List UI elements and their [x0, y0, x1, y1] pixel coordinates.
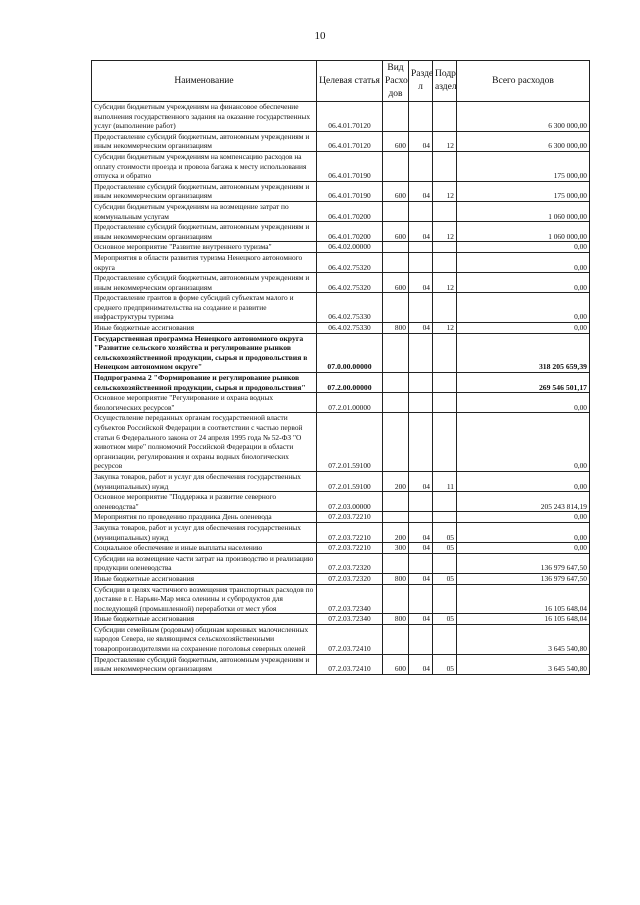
cell-subsection [433, 201, 457, 221]
cell-name: Осуществление переданных органам государственной власти субъектов Российской Федерации в соответствии с частью первой статьи 6 Федерального закона от 24 апреля 1995 года № 52-ФЗ "О животном мире" полномочий Российской Федерации в области организации, регулирования и охраны водных биологических ресурсов [92, 413, 317, 472]
cell-section: 04 [409, 131, 433, 151]
cell-total: 0,00 [457, 393, 590, 413]
cell-subsection: 12 [433, 181, 457, 201]
table-row [92, 413, 590, 472]
cell-section [409, 512, 433, 523]
cell-section: 04 [409, 323, 433, 334]
cell-total: 0,00 [457, 323, 590, 334]
cell-name: Подпрограмма 2 "Формирование и регулирование рынков сельскохозяйственной продукции, сырья и продовольствия" [92, 373, 317, 393]
cell-subsection [433, 584, 457, 614]
cell-total: 0,00 [457, 293, 590, 323]
cell-target: 06.4.02.00000 [317, 242, 383, 253]
cell-total: 0,00 [457, 471, 590, 491]
cell-name: Основное мероприятие "Регулирование и охрана водных биологических ресурсов" [92, 393, 317, 413]
cell-section [409, 333, 433, 372]
cell-total: 0,00 [457, 512, 590, 523]
cell-target: 06.4.01.70120 [317, 102, 383, 132]
cell-name: Субсидии семейным (родовым) общинам коренных малочисленных народов Севера, не являющимся сельскохозяйственными товаропроизводителями на сохранение поголовья северных оленей [92, 624, 317, 654]
table-row [92, 242, 590, 253]
cell-type [383, 492, 409, 512]
cell-type [383, 624, 409, 654]
cell-subsection: 05 [433, 614, 457, 625]
cell-total: 0,00 [457, 413, 590, 472]
cell-name: Основное мероприятие "Поддержка и развитие северного оленеводства" [92, 492, 317, 512]
cell-subsection [433, 393, 457, 413]
cell-subsection: 12 [433, 131, 457, 151]
table-row [92, 201, 590, 221]
header-type: Вид Расхо дов [383, 61, 409, 102]
cell-target: 07.2.03.72320 [317, 573, 383, 584]
header-section: Разде л [409, 61, 433, 102]
table-row [92, 654, 590, 674]
cell-target: 07.2.03.72210 [317, 543, 383, 554]
cell-target: 07.2.03.72320 [317, 553, 383, 573]
cell-subsection [433, 624, 457, 654]
cell-section [409, 242, 433, 253]
cell-name: Предоставление субсидий бюджетным, автономным учреждениям и иным некоммерческим организациям [92, 273, 317, 293]
cell-target: 06.4.01.70200 [317, 222, 383, 242]
cell-type [383, 252, 409, 272]
table-row [92, 273, 590, 293]
cell-name: Предоставление грантов в форме субсидий субъектам малого и среднего предпринимательства на создание и развитие инфраструктуры туризма [92, 293, 317, 323]
cell-target: 07.2.03.72410 [317, 624, 383, 654]
cell-section: 04 [409, 543, 433, 554]
cell-total: 0,00 [457, 522, 590, 542]
table-row [92, 151, 590, 181]
cell-name: Государственная программа Ненецкого автономного округа "Развитие сельского хозяйства и регулирование рынков сельскохозяйственной продукции, сырья и продовольствия в Ненецком автономном округе" [92, 333, 317, 372]
cell-name: Субсидии в целях частичного возмещения транспортных расходов по доставке в г. Нарьян-Мар мяса оленины и субпродуктов для последующей (промышленной) переработки от мест убоя [92, 584, 317, 614]
cell-section: 04 [409, 614, 433, 625]
cell-target: 06.4.01.70190 [317, 181, 383, 201]
cell-section [409, 413, 433, 472]
cell-type [383, 373, 409, 393]
page-number: 10 [314, 30, 326, 42]
cell-total: 175 000,00 [457, 181, 590, 201]
cell-name: Субсидии бюджетным учреждениям на финансовое обеспечение выполнения государственного задания на оказание государственных услуг (выполнение работ) [92, 102, 317, 132]
table-row [92, 543, 590, 554]
cell-total: 0,00 [457, 273, 590, 293]
header-target: Целевая статья [317, 61, 383, 102]
table-row [92, 584, 590, 614]
cell-subsection [433, 553, 457, 573]
cell-type [383, 553, 409, 573]
cell-subsection [433, 102, 457, 132]
table-row [92, 102, 590, 132]
cell-subsection: 11 [433, 471, 457, 491]
cell-target: 06.4.01.70190 [317, 151, 383, 181]
cell-subsection [433, 413, 457, 472]
cell-total: 205 243 814,19 [457, 492, 590, 512]
cell-section: 04 [409, 273, 433, 293]
cell-name: Закупка товаров, работ и услуг для обеспечения государственных (муниципальных) нужд [92, 522, 317, 542]
cell-target: 06.4.02.75330 [317, 293, 383, 323]
cell-name: Предоставление субсидий бюджетным, автономным учреждениям и иным некоммерческим организациям [92, 131, 317, 151]
cell-total: 0,00 [457, 242, 590, 253]
table-row [92, 614, 590, 625]
cell-target: 07.2.03.72210 [317, 512, 383, 523]
header-subsection: Подр аздел [433, 61, 457, 102]
cell-total: 6 300 000,00 [457, 102, 590, 132]
cell-target: 07.2.01.59100 [317, 471, 383, 491]
cell-type [383, 512, 409, 523]
cell-type: 200 [383, 522, 409, 542]
cell-section [409, 373, 433, 393]
cell-subsection: 05 [433, 543, 457, 554]
cell-type [383, 201, 409, 221]
table-row [92, 373, 590, 393]
cell-target: 06.4.01.70200 [317, 201, 383, 221]
cell-target: 07.2.03.00000 [317, 492, 383, 512]
cell-type [383, 413, 409, 472]
table-row [92, 624, 590, 654]
cell-total: 16 105 648,04 [457, 584, 590, 614]
cell-subsection: 05 [433, 573, 457, 584]
cell-section [409, 584, 433, 614]
cell-section: 04 [409, 522, 433, 542]
cell-name: Иные бюджетные ассигнования [92, 614, 317, 625]
cell-type: 600 [383, 654, 409, 674]
cell-total: 1 060 000,00 [457, 201, 590, 221]
cell-target: 07.2.03.72340 [317, 584, 383, 614]
cell-name: Социальное обеспечение и иные выплаты населению [92, 543, 317, 554]
cell-type [383, 584, 409, 614]
cell-section [409, 201, 433, 221]
cell-name: Мероприятия по проведению праздника День оленевода [92, 512, 317, 523]
cell-total: 1 060 000,00 [457, 222, 590, 242]
cell-type [383, 151, 409, 181]
cell-target: 06.4.01.70120 [317, 131, 383, 151]
cell-target: 07.2.01.59100 [317, 413, 383, 472]
table-row [92, 222, 590, 242]
cell-section [409, 393, 433, 413]
cell-name: Закупка товаров, работ и услуг для обеспечения государственных (муниципальных) нужд [92, 471, 317, 491]
table-row [92, 553, 590, 573]
cell-subsection: 12 [433, 323, 457, 334]
cell-subsection: 05 [433, 522, 457, 542]
table-row [92, 131, 590, 151]
cell-total: 136 979 647,50 [457, 553, 590, 573]
cell-subsection [433, 333, 457, 372]
budget-table [91, 60, 590, 675]
cell-type: 600 [383, 131, 409, 151]
cell-section [409, 252, 433, 272]
cell-name: Мероприятия в области развития туризма Ненецкого автономного округа [92, 252, 317, 272]
cell-section: 04 [409, 471, 433, 491]
cell-total: 16 105 648,04 [457, 614, 590, 625]
cell-type [383, 393, 409, 413]
cell-type: 600 [383, 222, 409, 242]
cell-section: 04 [409, 573, 433, 584]
cell-type: 800 [383, 573, 409, 584]
cell-section: 04 [409, 181, 433, 201]
cell-type: 600 [383, 273, 409, 293]
header-name: Наименование [92, 61, 317, 102]
cell-target: 07.0.00.00000 [317, 333, 383, 372]
table-row [92, 393, 590, 413]
table-row [92, 492, 590, 512]
table-row [92, 293, 590, 323]
cell-name: Основное мероприятие "Развитие внутреннего туризма" [92, 242, 317, 253]
cell-type: 600 [383, 181, 409, 201]
cell-type: 300 [383, 543, 409, 554]
cell-target: 06.4.02.75320 [317, 273, 383, 293]
cell-target: 07.2.03.72210 [317, 522, 383, 542]
cell-section [409, 624, 433, 654]
cell-total: 175 000,00 [457, 151, 590, 181]
cell-total: 136 979 647,50 [457, 573, 590, 584]
cell-subsection [433, 252, 457, 272]
cell-name: Предоставление субсидий бюджетным, автономным учреждениям и иным некоммерческим организациям [92, 222, 317, 242]
cell-subsection [433, 512, 457, 523]
header-total: Всего расходов [457, 61, 590, 102]
cell-subsection [433, 492, 457, 512]
cell-target: 06.4.02.75330 [317, 323, 383, 334]
table-header-row [92, 61, 590, 102]
table-row [92, 522, 590, 542]
cell-type [383, 242, 409, 253]
cell-subsection: 05 [433, 654, 457, 674]
table-row [92, 323, 590, 334]
cell-subsection [433, 242, 457, 253]
table-row [92, 512, 590, 523]
cell-type [383, 102, 409, 132]
cell-section: 04 [409, 222, 433, 242]
cell-name: Субсидии на возмещение части затрат на производство и реализацию продукции оленеводства [92, 553, 317, 573]
cell-section [409, 553, 433, 573]
cell-type: 800 [383, 323, 409, 334]
cell-section [409, 151, 433, 181]
cell-total: 6 300 000,00 [457, 131, 590, 151]
cell-total: 318 205 659,39 [457, 333, 590, 372]
cell-subsection [433, 373, 457, 393]
table-row [92, 333, 590, 372]
cell-target: 07.2.00.00000 [317, 373, 383, 393]
cell-name: Иные бюджетные ассигнования [92, 323, 317, 334]
cell-target: 07.2.03.72410 [317, 654, 383, 674]
cell-total: 269 546 501,17 [457, 373, 590, 393]
cell-section [409, 293, 433, 323]
table-row [92, 252, 590, 272]
cell-subsection [433, 151, 457, 181]
cell-target: 07.2.01.00000 [317, 393, 383, 413]
table-row [92, 573, 590, 584]
cell-section [409, 102, 433, 132]
cell-total: 0,00 [457, 252, 590, 272]
cell-type [383, 293, 409, 323]
cell-total: 0,00 [457, 543, 590, 554]
cell-name: Иные бюджетные ассигнования [92, 573, 317, 584]
cell-section: 04 [409, 654, 433, 674]
cell-total: 3 645 540,80 [457, 654, 590, 674]
cell-total: 3 645 540,80 [457, 624, 590, 654]
cell-name: Предоставление субсидий бюджетным, автономным учреждениям и иным некоммерческим организациям [92, 181, 317, 201]
cell-type [383, 333, 409, 372]
cell-target: 07.2.03.72340 [317, 614, 383, 625]
cell-subsection: 12 [433, 273, 457, 293]
cell-subsection: 12 [433, 222, 457, 242]
cell-name: Предоставление субсидий бюджетным, автономным учреждениям и иным некоммерческим организациям [92, 654, 317, 674]
cell-name: Субсидии бюджетным учреждениям на компенсацию расходов на оплату стоимости проезда и провоза багажа к месту использования отпуска и обратно [92, 151, 317, 181]
table-row [92, 181, 590, 201]
cell-section [409, 492, 433, 512]
cell-target: 06.4.02.75320 [317, 252, 383, 272]
table-row [92, 471, 590, 491]
cell-subsection [433, 293, 457, 323]
cell-type: 200 [383, 471, 409, 491]
cell-type: 800 [383, 614, 409, 625]
cell-name: Субсидии бюджетным учреждениям на возмещение затрат по коммунальным услугам [92, 201, 317, 221]
